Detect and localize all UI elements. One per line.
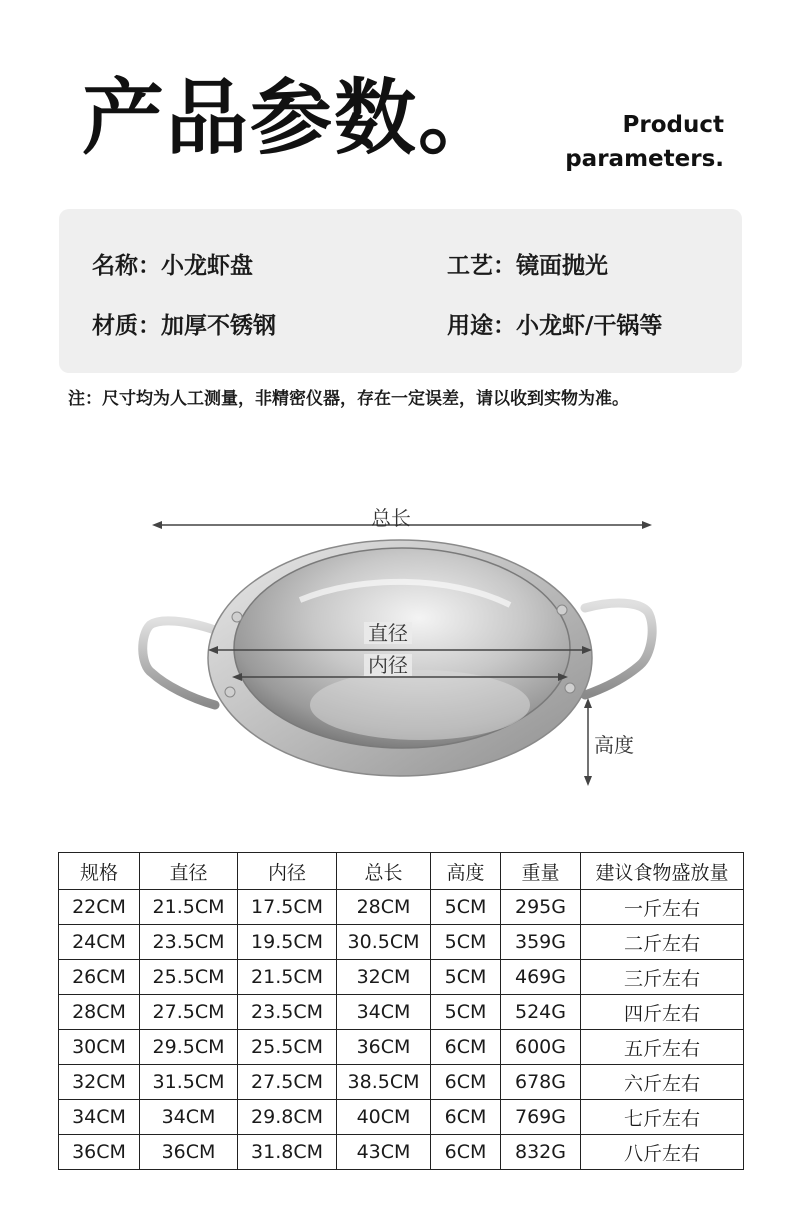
product-diagram [0,480,800,820]
header-height: 高度 [431,853,501,890]
cell-height: 6CM [431,1030,501,1065]
cell-height: 5CM [431,960,501,995]
cell-inner-diameter: 19.5CM [238,925,337,960]
cell-inner-diameter: 27.5CM [238,1065,337,1100]
cell-diameter: 29.5CM [140,1030,238,1065]
header-inner-diameter: 内径 [238,853,337,890]
cell-spec: 28CM [59,995,140,1030]
cell-weight: 769G [501,1100,581,1135]
cell-diameter: 25.5CM [140,960,238,995]
cell-total-length: 34CM [337,995,431,1030]
cell-total-length: 36CM [337,1030,431,1065]
cell-spec: 34CM [59,1100,140,1135]
cell-total-length: 43CM [337,1135,431,1170]
cell-weight: 295G [501,890,581,925]
cell-height: 5CM [431,890,501,925]
table-row [59,960,744,995]
cell-height: 6CM [431,1135,501,1170]
cell-diameter: 36CM [140,1135,238,1170]
cell-height: 5CM [431,995,501,1030]
cell-spec: 32CM [59,1065,140,1100]
table-row [59,1065,744,1100]
title-en-line2: parameters. [565,146,724,172]
info-usage: 用途：小龙虾/干锅等 [447,313,663,339]
header-total-length: 总长 [337,853,431,890]
cell-spec: 36CM [59,1135,140,1170]
cell-inner-diameter: 25.5CM [238,1030,337,1065]
cell-diameter: 27.5CM [140,995,238,1030]
cell-height: 6CM [431,1065,501,1100]
cell-spec: 24CM [59,925,140,960]
table-header-row [59,853,744,890]
cell-weight: 469G [501,960,581,995]
cell-diameter: 34CM [140,1100,238,1135]
cell-capacity: 六斤左右 [581,1065,744,1100]
cell-capacity: 二斤左右 [581,925,744,960]
cell-inner-diameter: 29.8CM [238,1100,337,1135]
cell-inner-diameter: 21.5CM [238,960,337,995]
cell-total-length: 40CM [337,1100,431,1135]
cell-diameter: 21.5CM [140,890,238,925]
cell-inner-diameter: 17.5CM [238,890,337,925]
cell-weight: 678G [501,1065,581,1100]
table-row [59,890,744,925]
info-material: 材质：加厚不锈钢 [92,313,276,339]
cell-capacity: 五斤左右 [581,1030,744,1065]
cell-inner-diameter: 31.8CM [238,1135,337,1170]
cell-capacity: 四斤左右 [581,995,744,1030]
cell-total-length: 28CM [337,890,431,925]
table-row [59,1135,744,1170]
inner-diameter-label: 内径 [364,654,412,676]
measurement-note: 注：尺寸均为人工测量，非精密仪器，存在一定误差，请以收到实物为准。 [68,389,629,409]
cell-spec: 22CM [59,890,140,925]
header-spec: 规格 [59,853,140,890]
title-en-line1: Product [622,112,724,138]
info-name: 名称：小龙虾盘 [92,253,253,279]
cell-diameter: 23.5CM [140,925,238,960]
height-arrow [584,698,592,786]
table-row [59,995,744,1030]
pot-illustration [0,480,800,820]
left-handle [143,621,215,705]
cell-capacity: 七斤左右 [581,1100,744,1135]
cell-weight: 832G [501,1135,581,1170]
cell-height: 6CM [431,1100,501,1135]
right-handle [585,603,652,695]
spec-table [58,852,744,1170]
info-craft: 工艺：镜面抛光 [447,253,608,279]
cell-weight: 524G [501,995,581,1030]
page-title: 产品参数。 [82,71,503,166]
page-title-english [565,108,724,176]
cell-total-length: 32CM [337,960,431,995]
cell-weight: 600G [501,1030,581,1065]
cell-weight: 359G [501,925,581,960]
cell-total-length: 38.5CM [337,1065,431,1100]
cell-capacity: 一斤左右 [581,890,744,925]
info-panel [59,209,742,373]
cell-height: 5CM [431,925,501,960]
table-row [59,925,744,960]
cell-total-length: 30.5CM [337,925,431,960]
cell-diameter: 31.5CM [140,1065,238,1100]
header-diameter: 直径 [140,853,238,890]
table-row [59,1030,744,1065]
cell-spec: 26CM [59,960,140,995]
diameter-label: 直径 [364,622,412,644]
header-weight: 重量 [501,853,581,890]
total-length-label: 总长 [371,506,411,530]
cell-inner-diameter: 23.5CM [238,995,337,1030]
table-row [59,1100,744,1135]
cell-capacity: 三斤左右 [581,960,744,995]
height-label: 高度 [594,733,634,757]
cell-capacity: 八斤左右 [581,1135,744,1170]
cell-spec: 30CM [59,1030,140,1065]
header-capacity: 建议食物盛放量 [581,853,744,890]
